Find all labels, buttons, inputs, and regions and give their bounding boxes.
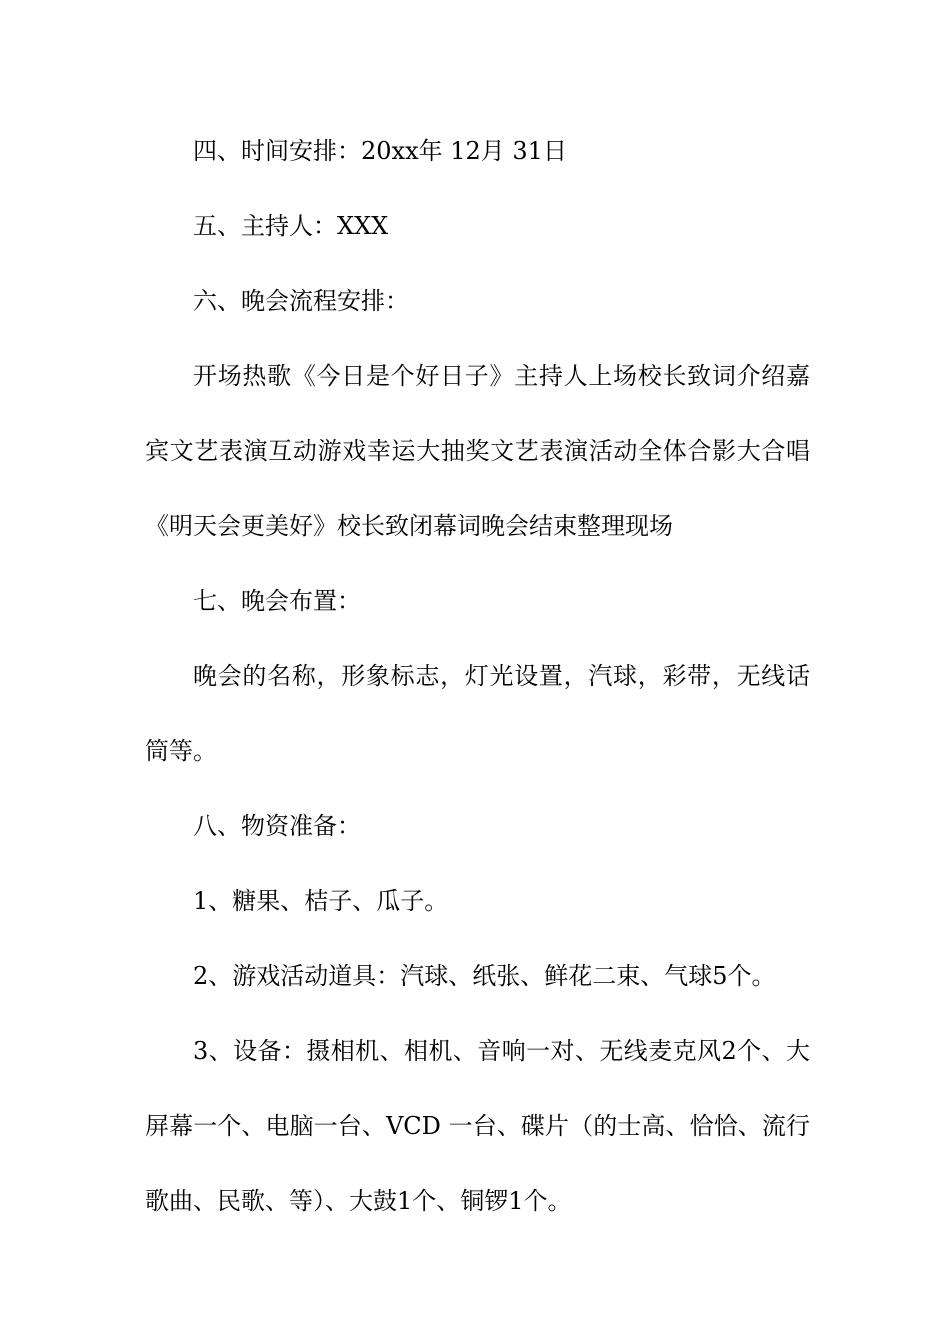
supplies-item-1: 1、糖果、桔子、瓜子。 bbox=[193, 887, 449, 915]
layout-text-line-1: 晚会的名称，形象标志，灯光设置，汽球，彩带，无线话 bbox=[193, 662, 810, 690]
supplies-item-3-line-2: 屏幕一个、电脑一台、VCD 一台、碟片（的士高、恰恰、流行 bbox=[145, 1112, 810, 1140]
supplies-item-2: 2、游戏活动道具：汽球、纸张、鲜花二束、气球5个。 bbox=[193, 962, 776, 990]
section-heading-program: 六、晚会流程安排： bbox=[193, 287, 409, 315]
time-arrangement: 四、时间安排：20xx年 12月 31日 bbox=[193, 137, 567, 165]
section-heading-supplies: 八、物资准备： bbox=[193, 812, 361, 840]
supplies-item-3-line-3: 歌曲、民歌、等）、大鼓1个、铜锣1个。 bbox=[145, 1187, 572, 1215]
program-text-line-3: 《明天会更美好》校长致闭幕词晚会结束整理现场 bbox=[145, 512, 673, 540]
section-heading-layout: 七、晚会布置： bbox=[193, 587, 361, 615]
program-text-line-1: 开场热歌《今日是个好日子》主持人上场校长致词介绍嘉 bbox=[193, 362, 810, 390]
host: 五、主持人：XXX bbox=[193, 212, 389, 240]
program-text-line-2: 宾文艺表演互动游戏幸运大抽奖文艺表演活动全体合影大合唱 bbox=[145, 437, 810, 465]
layout-text-line-2: 筒等。 bbox=[145, 737, 217, 765]
supplies-item-3-line-1: 3、设备：摄相机、相机、音响一对、无线麦克风2个、大 bbox=[193, 1037, 810, 1065]
